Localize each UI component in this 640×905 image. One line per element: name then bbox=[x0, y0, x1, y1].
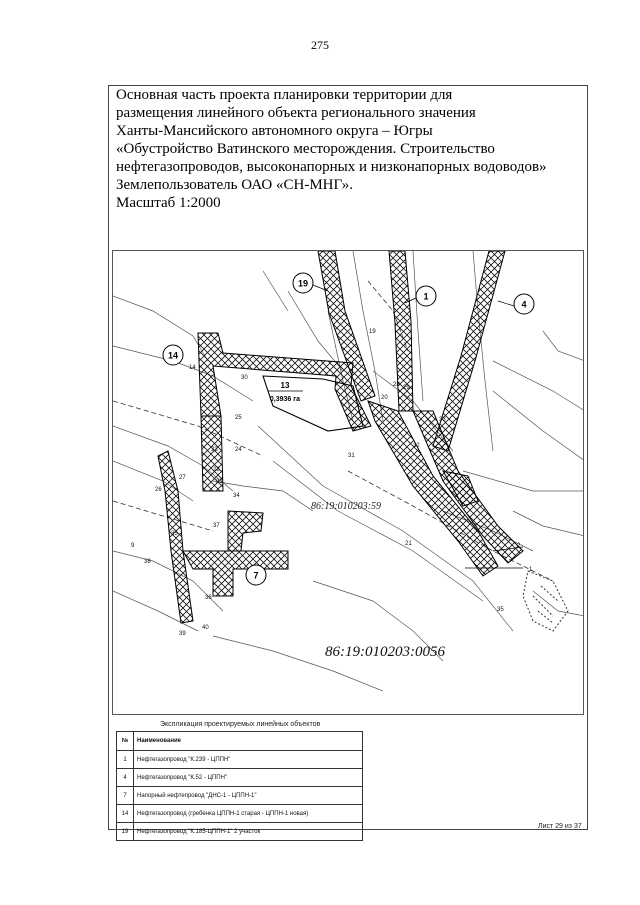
legend-row-name: Нефтегазопровод "К.239 - ЦППН" bbox=[134, 751, 363, 769]
legend-row bbox=[117, 805, 363, 823]
legend-row bbox=[117, 751, 363, 769]
legend-header-row bbox=[117, 732, 363, 751]
legend-row-num: 19 bbox=[117, 823, 134, 841]
header-line: нефтегазопроводов, высоконапорных и низконапорных водоводов» bbox=[116, 159, 547, 175]
legend-row bbox=[117, 787, 363, 805]
point-label: 39 bbox=[179, 631, 186, 637]
point-label: 23 bbox=[211, 447, 218, 453]
area-label bbox=[268, 381, 303, 403]
map-svg bbox=[113, 251, 584, 715]
point-label: 2 bbox=[517, 543, 521, 549]
legend-col-name: Наименование bbox=[134, 732, 363, 751]
marker-7-label: 7 bbox=[253, 570, 259, 581]
marker-14 bbox=[163, 345, 183, 365]
page-number: 275 bbox=[311, 38, 329, 52]
header-line: Масштаб 1:2000 bbox=[116, 195, 221, 211]
legend-row-name: Нефтегазопровод (гребенка ЦППН-1 старая - ЦППН-1 новая) bbox=[134, 805, 363, 823]
point-label: 33 bbox=[439, 417, 446, 423]
cadastral-number-59: 86:19:010203:59 bbox=[311, 501, 381, 512]
legend-row-name: Напорный нефтепровод "ДНС-1 - ЦППН-1" bbox=[134, 787, 363, 805]
point-label: 26 bbox=[155, 487, 162, 493]
point-label: 38 bbox=[144, 559, 151, 565]
legend-row-num: 4 bbox=[117, 769, 134, 787]
legend-table bbox=[116, 731, 363, 841]
point-label: 37 bbox=[213, 523, 220, 529]
header-line: Ханты-Мансийского автономного округа – Югры bbox=[116, 123, 433, 139]
header-line: «Обустройство Ватинского месторождения. Строительство bbox=[116, 141, 495, 157]
point-label: 36 bbox=[205, 595, 212, 601]
legend-row bbox=[117, 823, 363, 841]
sheet-number: Лист 29 из 37 bbox=[538, 823, 582, 830]
point-label: 34 bbox=[233, 493, 240, 499]
point-label: 25 bbox=[235, 415, 242, 421]
point-label: 31 bbox=[348, 453, 355, 459]
point-label: 35 bbox=[171, 531, 178, 537]
point-label: 29 bbox=[403, 385, 410, 391]
point-label: 32 bbox=[413, 443, 420, 449]
legend-row-name: Нефтегазопровод "К.52 - ЦППН" bbox=[134, 769, 363, 787]
point-label: 21 bbox=[216, 479, 223, 485]
marker-19 bbox=[293, 273, 313, 293]
legend-row-num: 1 bbox=[117, 751, 134, 769]
point-label: 35 bbox=[497, 607, 504, 613]
point-label: 19 bbox=[369, 329, 376, 335]
point-label: 9 bbox=[131, 543, 135, 549]
marker-1 bbox=[416, 286, 436, 306]
point-label: 20 bbox=[381, 395, 388, 401]
legend-row-name: Нефтегазопровод "К.185-ЦППН-1" 2 участок bbox=[134, 823, 363, 841]
header-line: Землепользователь ОАО «СН-МНГ». bbox=[116, 177, 354, 193]
area-label-number: 13 bbox=[280, 381, 290, 390]
area-label-value: 0,3936 га bbox=[269, 396, 301, 403]
pipeline-corridors bbox=[158, 251, 523, 623]
point-label: 30 bbox=[241, 375, 248, 381]
point-label: 14 bbox=[189, 365, 196, 371]
marker-19-label: 19 bbox=[297, 278, 309, 289]
marker-7 bbox=[246, 565, 266, 585]
cadastral-number-0056: 86:19:010203:0056 bbox=[325, 644, 445, 660]
legend-row-num: 7 bbox=[117, 787, 134, 805]
marker-14-label: 14 bbox=[167, 350, 179, 361]
legend-col-num: № bbox=[117, 732, 134, 751]
marker-1-label: 1 bbox=[423, 291, 429, 302]
planning-map bbox=[112, 250, 584, 715]
point-label: 24 bbox=[235, 447, 242, 453]
marker-4-label: 4 bbox=[521, 299, 527, 310]
header-line: размещения линейного объекта регионального значения bbox=[116, 105, 476, 121]
legend-row bbox=[117, 769, 363, 787]
point-label: 1 bbox=[529, 567, 533, 573]
point-label: 40 bbox=[202, 625, 209, 631]
legend-title: Экспликация проектируемых линейных объектов bbox=[160, 721, 321, 728]
point-label: 28 bbox=[393, 382, 400, 388]
legend-row-num: 14 bbox=[117, 805, 134, 823]
header-line: Основная часть проекта планировки территории для bbox=[116, 87, 453, 103]
header-text bbox=[116, 86, 581, 212]
point-label: 21 bbox=[405, 541, 412, 547]
marker-4 bbox=[514, 294, 534, 314]
point-label: 27 bbox=[179, 475, 186, 481]
point-label: 22 bbox=[213, 467, 220, 473]
